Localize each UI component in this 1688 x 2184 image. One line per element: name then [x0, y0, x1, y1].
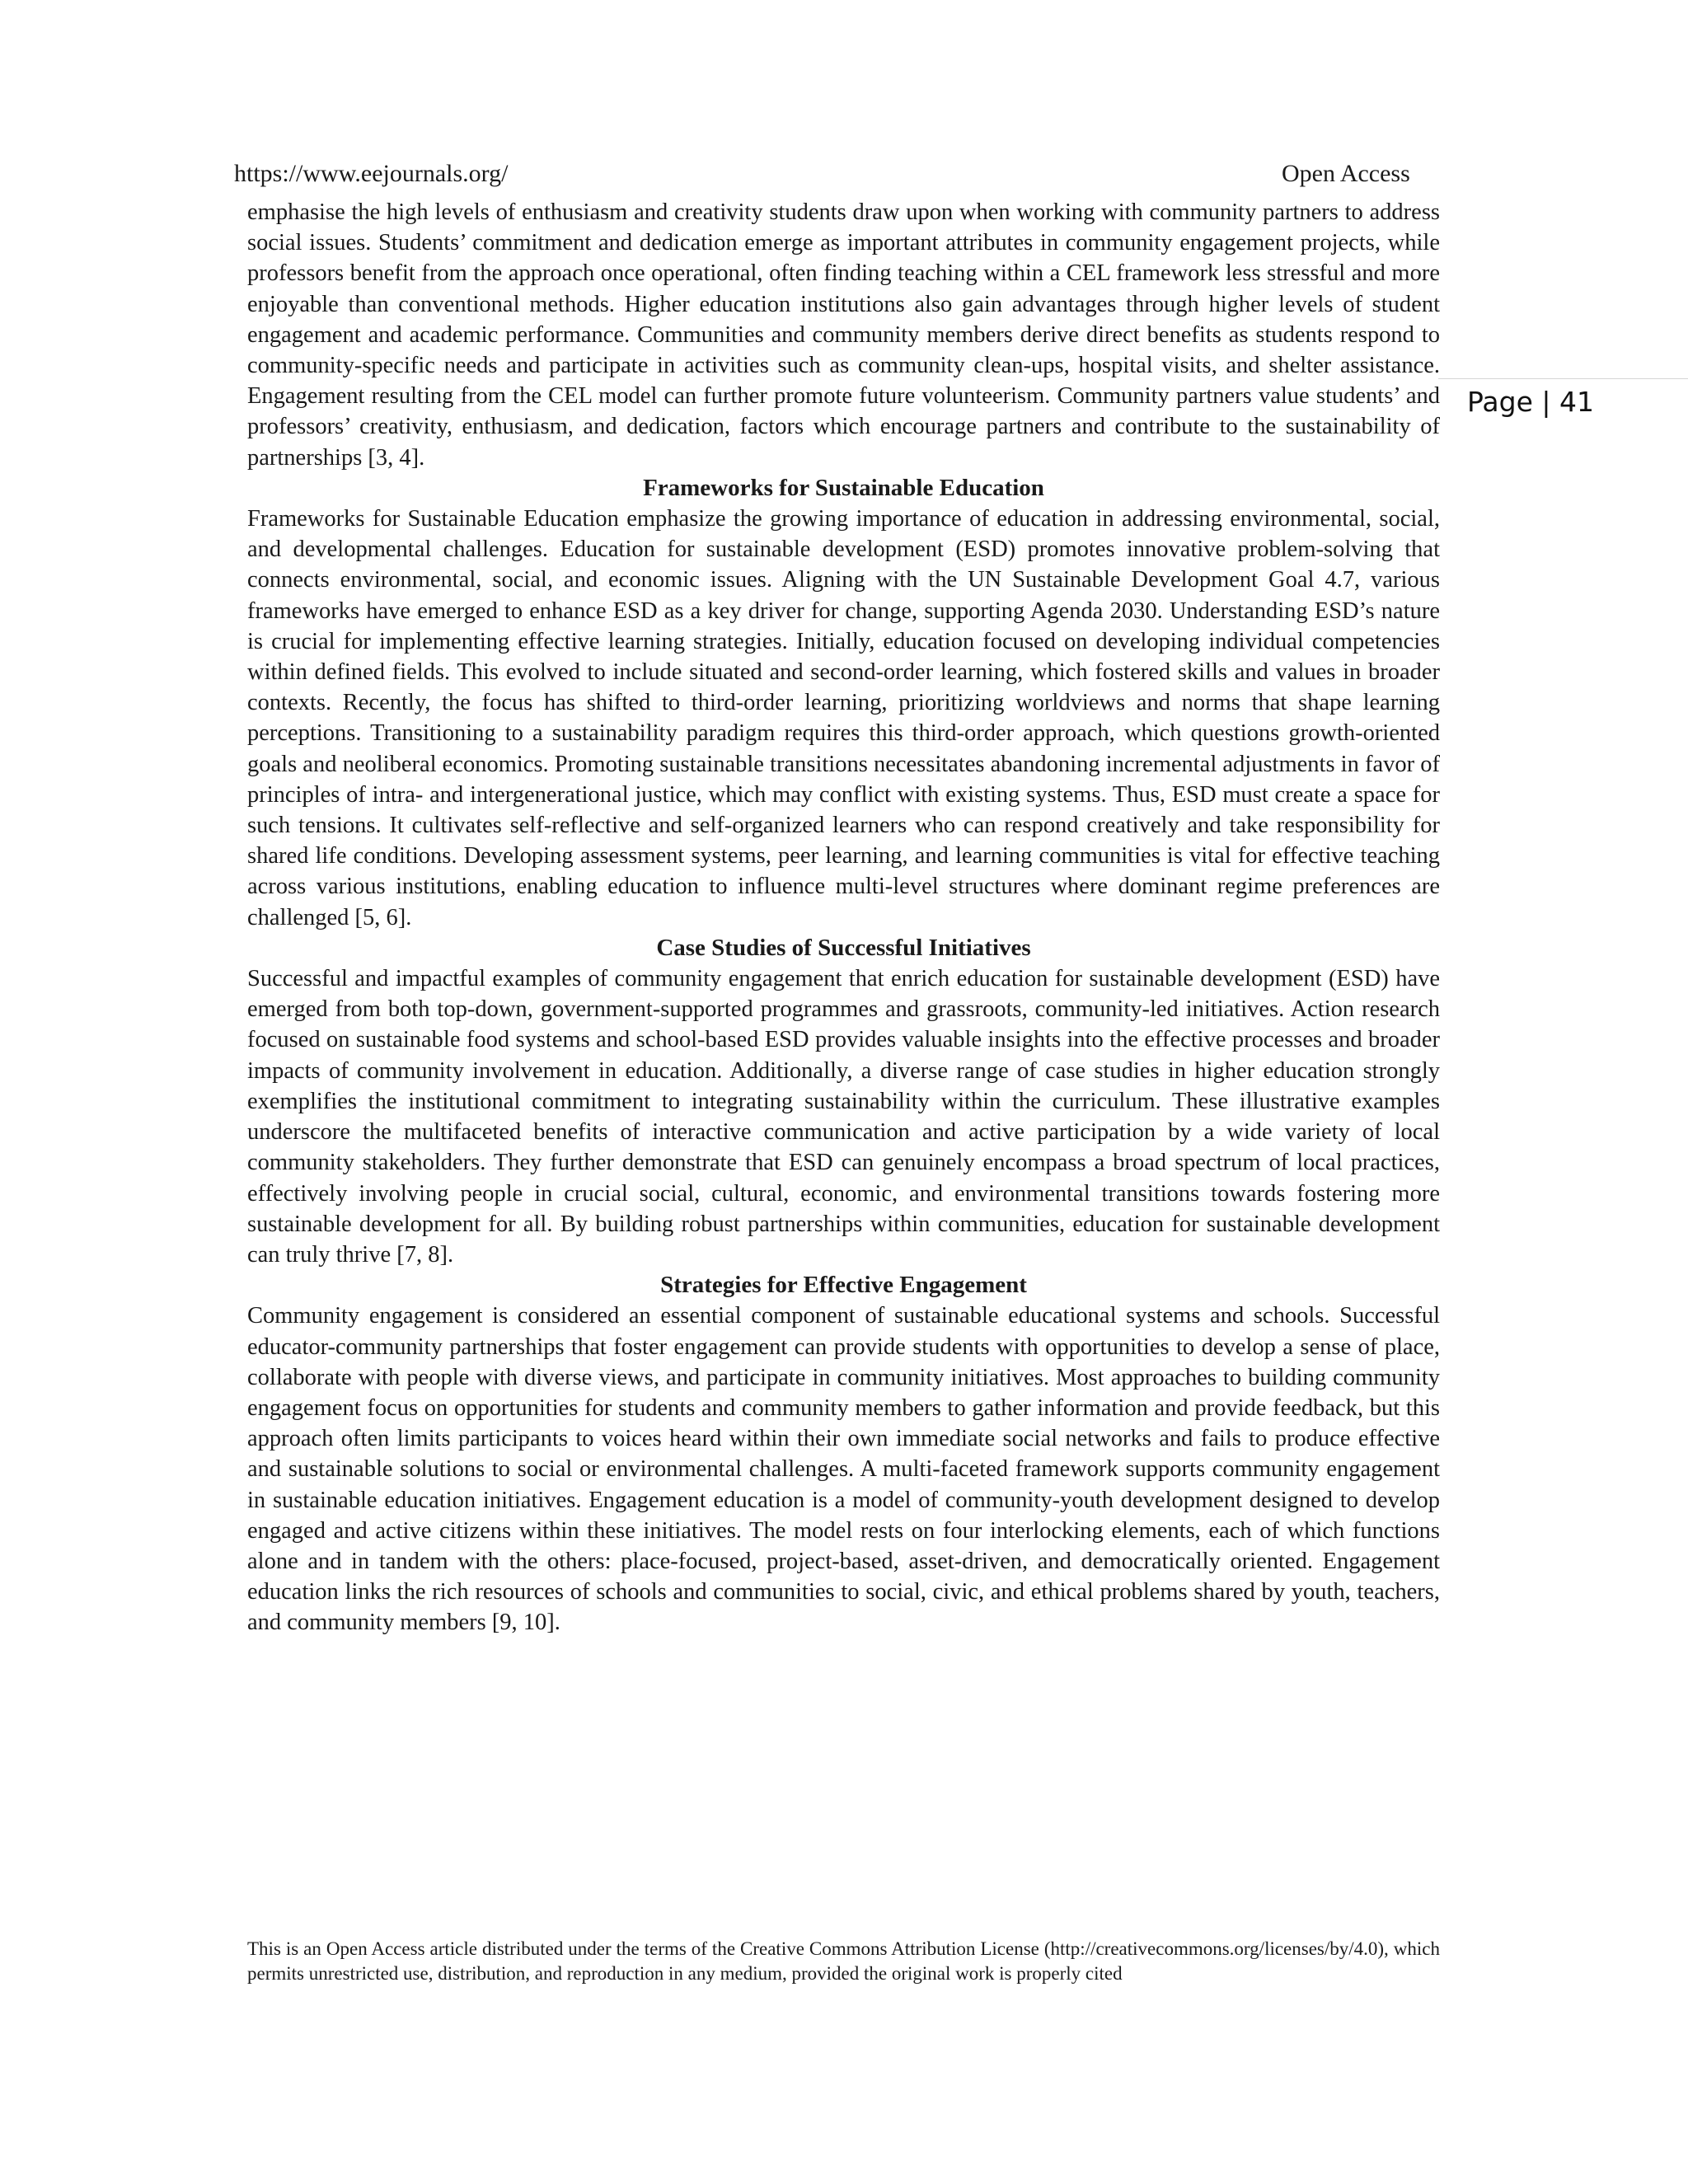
section-heading-frameworks: Frameworks for Sustainable Education	[643, 474, 1044, 501]
article-body	[247, 197, 1440, 1638]
page-number: Page | 41	[1467, 386, 1594, 418]
page-number-divider	[1438, 378, 1688, 379]
section-body-strategies: Community engagement is considered an essential component of sustainable educational systems and schools. Successful educator-community partnerships that foster engagement can provide students with opportunities to develop a sense of place, collaborate with people with diverse views, and participate in community initiatives. Most approaches to building community engagement focus on opportunities for students and community members to gather information and provide feedback, but this approach often limits participants to voices heard within their own immediate social networks and fails to produce effective and sustainable solutions to social or environmental challenges. A multi-faceted framework supports community engagement in sustainable education initiatives. Engagement education is a model of community-youth development designed to develop engaged and active citizens within these initiatives. The model rests on four interlocking elements, each of which functions alone and in tandem with the others: place-focused, project-based, asset-driven, and democratically oriented. Engagement education links the rich resources of schools and communities to social, civic, and ethical problems shared by youth, teachers, and community members [9, 10].	[247, 1303, 1440, 1636]
license-footer: This is an Open Access article distributed under the terms of the Creative Commons Attribution License (http://creativecommons.org/licenses/by/4.0), which permits unrestricted use, distribution, and reproduction in any medium, provided the original work is properly cited	[247, 1938, 1440, 1984]
section-heading-strategies: Strategies for Effective Engagement	[660, 1272, 1027, 1299]
intro-paragraph: emphasise the high levels of enthusiasm and creativity students draw upon when working with community partners to address social issues. Students’ commitment and dedication emerge as important attributes in community engagement projects, while professors benefit from the approach once operational, often finding teaching within a CEL framework less stressful and more enjoyable than conventional methods. Higher education institutions also gain advantages through higher levels of student engagement and academic performance. Communities and community members derive direct benefits as students respond to community-specific needs and participate in activities such as community clean-ups, hospital visits, and shelter assistance. Engagement resulting from the CEL model can further promote future volunteerism. Community partners value students’ and professors’ creativity, enthusiasm, and dedication, factors which encourage partners and contribute to the sustainability of partnerships [3, 4].	[247, 199, 1440, 471]
open-access-label: Open Access	[1282, 160, 1410, 187]
section-body-case-studies: Successful and impactful examples of community engagement that enrich education for sustainable development (ESD) have emerged from both top-down, government-supported programmes and grassroots, community-led initiatives. Action research focused on sustainable food systems and school-based ESD provides valuable insights into the effective processes and broader impacts of community involvement in education. Additionally, a diverse range of case studies in higher education strongly exemplifies the institutional commitment to integrating sustainability within the curriculum. These illustrative examples underscore the multifaceted benefits of interactive communication and active participation by a wide variety of local community stakeholders. They further demonstrate that ESD can genuinely encompass a broad spectrum of local practices, effectively involving people in crucial social, cultural, economic, and environmental transitions towards fostering more sustainable development for all. By building robust partnerships within communities, education for sustainable development can truly thrive [7, 8].	[247, 966, 1440, 1268]
section-heading-case-studies: Case Studies of Successful Initiatives	[656, 934, 1031, 961]
journal-url: https://www.eejournals.org/	[234, 160, 509, 187]
section-body-frameworks: Frameworks for Sustainable Education emphasize the growing importance of education in addressing environmental, social, and developmental challenges. Education for sustainable development (ESD) promotes innovative problem-solving that connects environmental, social, and economic issues. Aligning with the UN Sustainable Development Goal 4.7, various frameworks have emerged to enhance ESD as a key driver for change, supporting Agenda 2030. Understanding ESD’s nature is crucial for implementing effective learning strategies. Initially, education focused on developing individual competencies within defined fields. This evolved to include situated and second-order learning, which fostered skills and values in broader contexts. Recently, the focus has shifted to third-order learning, prioritizing worldviews and norms that shape learning perceptions. Transitioning to a sustainability paradigm requires this third-order approach, which questions growth-oriented goals and neoliberal economics. Promoting sustainable transitions necessitates abandoning incremental adjustments in favor of principles of intra- and intergenerational justice, which may conflict with existing systems. Thus, ESD must create a space for such tensions. It cultivates self-reflective and self-organized learners who can respond creatively and take responsibility for shared life conditions. Developing assessment systems, peer learning, and learning communities is vital for effective teaching across various institutions, enabling education to influence multi-level structures where dominant regime preferences are challenged [5, 6].	[247, 506, 1440, 930]
